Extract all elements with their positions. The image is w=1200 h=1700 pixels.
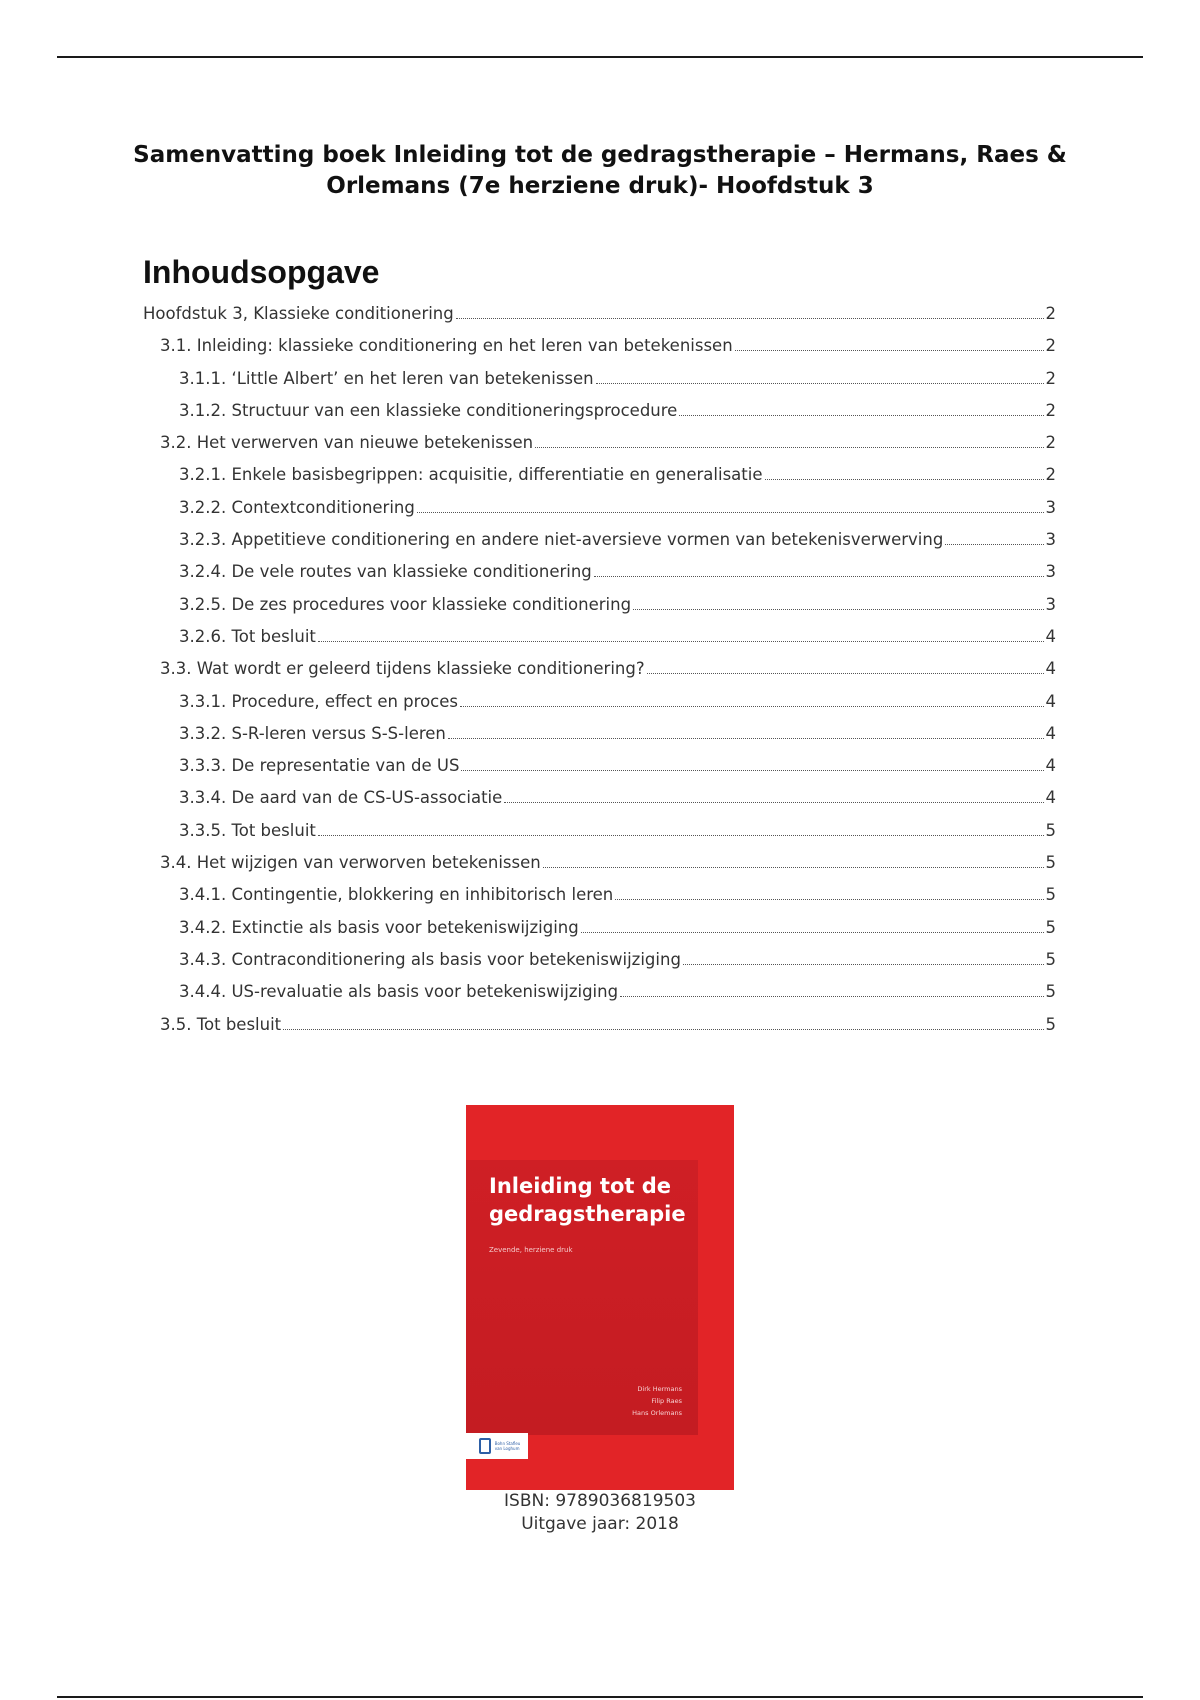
toc-entry-label: 3.2.2. Contextconditionering bbox=[179, 497, 415, 517]
toc-entry[interactable] bbox=[143, 336, 1056, 368]
toc-entry-label: 3.3.5. Tot besluit bbox=[179, 820, 316, 840]
toc-entry-page: 5 bbox=[1045, 982, 1056, 1002]
toc-entry[interactable] bbox=[143, 304, 1056, 336]
document-title-line-1: Samenvatting boek Inleiding tot de gedragstherapie – Hermans, Raes & bbox=[133, 142, 1067, 168]
toc-entry-label: 3.2.6. Tot besluit bbox=[179, 626, 316, 646]
toc-entry-page: 3 bbox=[1045, 594, 1056, 614]
document-title bbox=[130, 140, 1070, 202]
toc-entry[interactable] bbox=[143, 627, 1056, 659]
toc-entry[interactable] bbox=[143, 369, 1056, 401]
toc-dot-leader bbox=[504, 802, 1043, 803]
toc-entry-page: 3 bbox=[1045, 562, 1056, 582]
publisher-logo-text: Bohn Stafleu van Loghum bbox=[494, 1441, 521, 1451]
publisher-logo bbox=[466, 1433, 528, 1459]
toc-entry-label: 3.2.4. De vele routes van klassieke conditionering bbox=[179, 562, 592, 582]
toc-entry-label: 3.5. Tot besluit bbox=[160, 1014, 282, 1034]
toc-entry-page: 4 bbox=[1045, 723, 1056, 743]
toc-dot-leader bbox=[679, 415, 1043, 416]
toc-entry-label: 3.4.4. US-revaluatie als basis voor betekeniswijziging bbox=[179, 982, 619, 1002]
toc-entry-page: 5 bbox=[1045, 1014, 1056, 1034]
toc-entry-label: 3.4.2. Extinctie als basis voor betekeniswijziging bbox=[179, 917, 579, 937]
cover-authors bbox=[632, 1383, 682, 1419]
toc-entry-page: 2 bbox=[1045, 433, 1056, 453]
toc-entry-label: 3.4. Het wijzigen van verworven betekenissen bbox=[160, 853, 541, 873]
toc-entry-page: 5 bbox=[1045, 820, 1056, 840]
toc-dot-leader bbox=[735, 350, 1044, 351]
toc-entry-page: 2 bbox=[1045, 465, 1056, 485]
toc-entry[interactable] bbox=[143, 562, 1056, 594]
toc-entry-page: 4 bbox=[1045, 788, 1056, 808]
toc-entry[interactable] bbox=[143, 885, 1056, 917]
toc-dot-leader bbox=[945, 544, 1043, 545]
bottom-rule bbox=[57, 1696, 1143, 1698]
toc-entry-page: 4 bbox=[1045, 756, 1056, 776]
toc-dot-leader bbox=[683, 964, 1044, 965]
toc-entry[interactable] bbox=[143, 433, 1056, 465]
toc-entry[interactable] bbox=[143, 530, 1056, 562]
toc-entry-page: 5 bbox=[1045, 885, 1056, 905]
toc-entry[interactable] bbox=[143, 918, 1056, 950]
toc-dot-leader bbox=[594, 576, 1044, 577]
document-title-line-2: Orlemans (7e herziene druk)- Hoofdstuk 3 bbox=[326, 173, 874, 199]
toc-dot-leader bbox=[596, 383, 1044, 384]
toc-entry-label: 3.3.3. De representatie van de US bbox=[179, 756, 460, 776]
toc-entry[interactable] bbox=[143, 401, 1056, 433]
toc-entry[interactable] bbox=[143, 853, 1056, 885]
table-of-contents bbox=[143, 304, 1056, 1047]
toc-dot-leader bbox=[647, 673, 1044, 674]
cover-title-line-1: Inleiding tot de bbox=[489, 1174, 672, 1198]
cover-author: Dirk Hermans bbox=[637, 1385, 682, 1393]
toc-dot-leader bbox=[620, 996, 1043, 997]
toc-heading: Inhoudsopgave bbox=[143, 254, 380, 290]
toc-entry-page: 2 bbox=[1045, 336, 1056, 356]
toc-entry-page: 2 bbox=[1045, 304, 1056, 323]
toc-entry[interactable] bbox=[143, 465, 1056, 497]
toc-dot-leader bbox=[535, 447, 1043, 448]
toc-entry[interactable] bbox=[143, 982, 1056, 1014]
toc-entry-page: 2 bbox=[1045, 400, 1056, 420]
toc-entry-label: 3.2.3. Appetitieve conditionering en andere niet-aversieve vormen van betekenisverwerving bbox=[179, 530, 944, 550]
book-info bbox=[400, 1490, 800, 1536]
toc-entry-page: 2 bbox=[1045, 368, 1056, 388]
toc-entry-label: 3.3.2. S-R-leren versus S-S-leren bbox=[179, 723, 446, 743]
toc-entry-label: 3.2.1. Enkele basisbegrippen: acquisitie, differentiatie en generalisatie bbox=[179, 465, 763, 485]
toc-entry-label: 3.3.4. De aard van de CS-US-associatie bbox=[179, 788, 503, 808]
toc-entry[interactable] bbox=[143, 498, 1056, 530]
cover-edition: Zevende, herziene druk bbox=[489, 1246, 573, 1254]
toc-dot-leader bbox=[448, 738, 1044, 739]
toc-entry-page: 4 bbox=[1045, 659, 1056, 679]
toc-dot-leader bbox=[581, 932, 1044, 933]
toc-dot-leader bbox=[318, 641, 1044, 642]
cover-title bbox=[489, 1172, 689, 1228]
toc-dot-leader bbox=[461, 770, 1043, 771]
toc-entry-label: 3.1.2. Structuur van een klassieke conditioneringsprocedure bbox=[179, 400, 678, 420]
toc-entry-page: 5 bbox=[1045, 949, 1056, 969]
toc-entry[interactable] bbox=[143, 692, 1056, 724]
toc-dot-leader bbox=[543, 867, 1044, 868]
toc-dot-leader bbox=[633, 609, 1043, 610]
toc-entry[interactable] bbox=[143, 788, 1056, 820]
toc-entry-label: 3.1.1. ‘Little Albert’ en het leren van betekenissen bbox=[179, 368, 594, 388]
toc-entry-label: 3.2.5. De zes procedures voor klassieke conditionering bbox=[179, 594, 632, 614]
toc-entry[interactable] bbox=[143, 821, 1056, 853]
toc-entry-page: 4 bbox=[1045, 691, 1056, 711]
toc-dot-leader bbox=[615, 899, 1043, 900]
toc-entry[interactable] bbox=[143, 595, 1056, 627]
toc-entry-page: 5 bbox=[1045, 853, 1056, 873]
toc-dot-leader bbox=[460, 706, 1044, 707]
toc-entry-label: 3.3. Wat wordt er geleerd tijdens klassieke conditionering? bbox=[160, 659, 645, 679]
top-rule bbox=[57, 56, 1143, 58]
toc-entry[interactable] bbox=[143, 659, 1056, 691]
toc-entry-label: 3.4.3. Contraconditionering als basis voor betekeniswijziging bbox=[179, 949, 681, 969]
toc-entry[interactable] bbox=[143, 950, 1056, 982]
cover-author: Filip Raes bbox=[651, 1397, 682, 1405]
toc-entry-label: 3.1. Inleiding: klassieke conditionering en het leren van betekenissen bbox=[160, 336, 733, 356]
toc-entry-page: 4 bbox=[1045, 626, 1056, 646]
toc-dot-leader bbox=[456, 318, 1044, 319]
toc-entry[interactable] bbox=[143, 756, 1056, 788]
toc-entry-label: Hoofdstuk 3, Klassieke conditionering bbox=[143, 304, 454, 323]
publisher-logo-icon bbox=[479, 1438, 491, 1454]
toc-dot-leader bbox=[417, 512, 1044, 513]
cover-panel bbox=[466, 1160, 698, 1435]
toc-entry-page: 5 bbox=[1045, 917, 1056, 937]
toc-entry-page: 3 bbox=[1045, 530, 1056, 550]
toc-entry[interactable] bbox=[143, 724, 1056, 756]
toc-entry-label: 3.2. Het verwerven van nieuwe betekenissen bbox=[160, 433, 534, 453]
book-cover-image bbox=[466, 1105, 734, 1490]
toc-entry-label: 3.3.1. Procedure, effect en proces bbox=[179, 691, 458, 711]
toc-dot-leader bbox=[765, 479, 1044, 480]
isbn-text: ISBN: 9789036819503 bbox=[504, 1491, 696, 1511]
publication-year: Uitgave jaar: 2018 bbox=[521, 1514, 679, 1534]
toc-entry-label: 3.4.1. Contingentie, blokkering en inhibitorisch leren bbox=[179, 885, 614, 905]
cover-title-line-2: gedragstherapie bbox=[489, 1202, 686, 1226]
toc-entry[interactable] bbox=[143, 1015, 1056, 1047]
cover-author: Hans Orlemans bbox=[632, 1409, 682, 1417]
toc-entry-page: 3 bbox=[1045, 497, 1056, 517]
toc-dot-leader bbox=[318, 835, 1044, 836]
toc-dot-leader bbox=[283, 1029, 1043, 1030]
